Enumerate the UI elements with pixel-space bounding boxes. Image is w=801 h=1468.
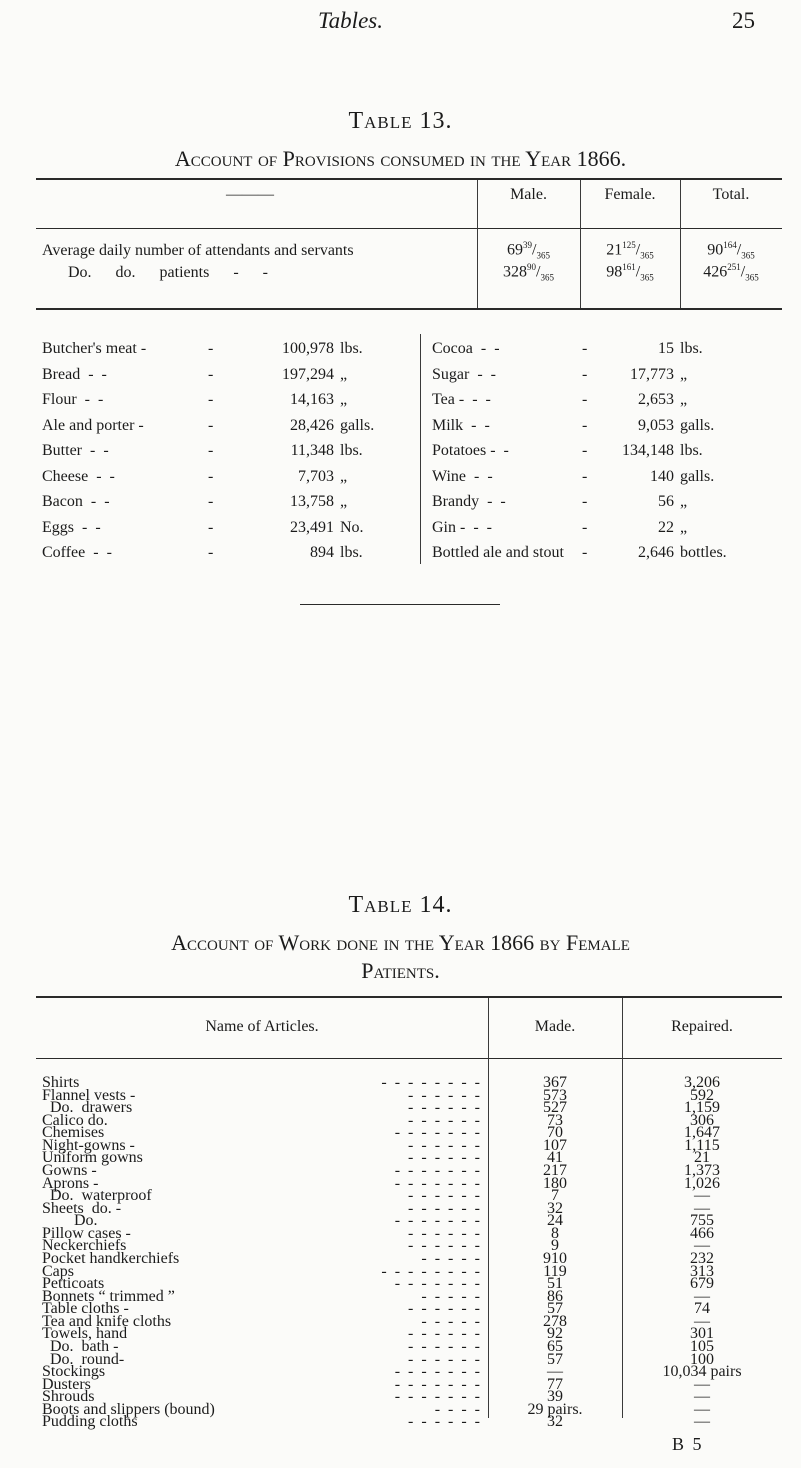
table14-subtitle: Account of Work done in the Year 1866 by Female	[171, 930, 630, 955]
provision-item: Wine - -	[432, 467, 493, 485]
work-repaired-value: —	[694, 1400, 710, 1418]
provision-quantity: 23,491	[290, 518, 334, 536]
work-article-name: Uniform gowns	[42, 1149, 143, 1167]
work-repaired-value: —	[694, 1375, 710, 1393]
provision-quantity: 56	[658, 493, 674, 510]
provision-leader-dash: -	[208, 416, 214, 434]
work-made-value: 86	[547, 1287, 563, 1305]
attendance-male: $69^{39}/_{365}$	[507, 240, 550, 261]
work-made-value: 9	[551, 1237, 559, 1255]
provision-item: Bottled ale and stout	[432, 544, 564, 561]
work-article-name: Pocket handkerchiefs	[42, 1250, 180, 1267]
provision-unit: „	[340, 365, 348, 383]
provision-item: Butcher's meat -	[42, 340, 147, 357]
provision-leader-dash: -	[208, 391, 214, 408]
work-made-value: 32	[547, 1199, 563, 1217]
provision-leader-dash: -	[208, 340, 214, 357]
patients-total: $426^{251}/_{365}$	[703, 262, 759, 283]
work-repaired-value: 592	[690, 1086, 714, 1104]
work-repaired-value: 10,034 pairs	[662, 1363, 742, 1381]
provision-quantity: 13,758	[290, 493, 334, 510]
work-made-value: 57	[547, 1350, 563, 1368]
work-made-value: 51	[547, 1275, 563, 1293]
work-made-value: 77	[547, 1375, 563, 1393]
provision-quantity: 28,426	[290, 416, 334, 434]
work-repaired-value: 755	[690, 1212, 714, 1230]
attendance-female: $21^{125}/_{365}$	[606, 240, 654, 261]
work-article-name: Do. round-	[42, 1350, 125, 1368]
work-article-name: Night-gowns -	[42, 1136, 135, 1154]
provision-leader-dash: -	[582, 365, 588, 383]
work-leader-dashes: - - - - - - - -	[381, 1262, 480, 1280]
work-article-name: Sheets do. -	[42, 1199, 122, 1217]
provision-item: Butter - -	[42, 442, 109, 459]
work-article-name: Aprons -	[42, 1174, 99, 1192]
provision-quantity: 100,978	[282, 340, 334, 357]
work-leader-dashes: - - - - - -	[408, 1149, 480, 1167]
provision-leader-dash: -	[208, 442, 214, 459]
provision-unit: lbs.	[680, 442, 703, 459]
work-leader-dashes: - - - - - - -	[394, 1212, 480, 1230]
work-made-value: 107	[543, 1136, 567, 1154]
work-made-value: —	[547, 1363, 563, 1381]
work-leader-dashes: - - - - - - -	[394, 1275, 480, 1293]
provision-unit: lbs.	[680, 340, 703, 357]
work-leader-dashes: - - - - - -	[408, 1187, 480, 1205]
work-made-value: 7	[551, 1187, 559, 1205]
table13-top-rule	[36, 178, 782, 180]
work-article-name: Shirts	[42, 1074, 80, 1091]
work-repaired-value: 232	[690, 1250, 714, 1267]
provision-leader-dash: -	[582, 442, 588, 459]
work-leader-dashes: - - - - -	[421, 1250, 480, 1267]
provision-item: Bread - -	[42, 365, 107, 383]
work-leader-dashes: - - - - - -	[408, 1099, 480, 1117]
provision-quantity: 11,348	[290, 442, 334, 459]
provision-unit: „	[340, 493, 348, 510]
provision-quantity: 894	[310, 544, 334, 561]
provision-leader-dash: -	[582, 544, 588, 561]
work-article-name: Do. drawers	[42, 1099, 133, 1117]
work-article-name: Flannel vests -	[42, 1086, 136, 1104]
provision-item: Bacon - -	[42, 493, 110, 510]
table13-subtitle: Account of Provisions consumed in the Year 1866.	[174, 146, 627, 171]
work-article-name: Caps	[42, 1262, 74, 1280]
provision-leader-dash: -	[582, 467, 588, 485]
provision-leader-dash: -	[582, 340, 588, 357]
work-repaired-value: —	[694, 1237, 710, 1255]
work-repaired-value: —	[694, 1187, 710, 1205]
provision-unit: „	[340, 391, 348, 408]
provision-unit: „	[680, 391, 688, 408]
page-number: 25	[732, 8, 755, 33]
provision-quantity: 2,653	[638, 391, 674, 408]
provision-leader-dash: -	[208, 493, 214, 510]
work-article-name: Towels, hand	[42, 1325, 128, 1343]
attendance-total: $90^{164}/_{365}$	[707, 240, 755, 261]
table14-head-name: Name of Articles.	[205, 1018, 319, 1035]
work-leader-dashes: - - - - - -	[408, 1224, 480, 1242]
provision-quantity: 7,703	[298, 467, 334, 485]
work-leader-dashes: - - - - - -	[408, 1111, 480, 1129]
table14-head-made: Made.	[534, 1018, 576, 1035]
work-article-name: Dusters	[42, 1375, 91, 1393]
provision-leader-dash: -	[208, 544, 214, 561]
work-made-value: 29 pairs.	[527, 1400, 583, 1418]
work-article-name: Calico do.	[42, 1111, 108, 1129]
provision-item: Cheese - -	[42, 467, 115, 485]
work-leader-dashes: - - - - - - -	[394, 1162, 480, 1179]
provision-unit: galls.	[340, 416, 375, 434]
work-leader-dashes: - - - - - -	[408, 1300, 480, 1318]
provision-quantity: 22	[658, 518, 674, 536]
work-repaired-value: 1,159	[684, 1099, 720, 1117]
table14-top-rule	[36, 996, 782, 998]
work-repaired-value: 679	[690, 1275, 714, 1293]
work-repaired-value: 313	[690, 1262, 714, 1280]
work-made-value: 70	[547, 1124, 563, 1142]
work-made-value: 119	[543, 1262, 567, 1280]
provision-quantity: 134,148	[622, 442, 674, 459]
provision-item: Flour - -	[42, 391, 104, 408]
provision-unit: bottles.	[680, 544, 727, 561]
work-repaired-value: 466	[690, 1224, 714, 1242]
table13-title: Table 13.	[348, 108, 453, 134]
work-article-name: Gowns -	[42, 1162, 97, 1179]
work-article-name: Pillow cases -	[42, 1224, 131, 1242]
work-article-name: Table cloths -	[42, 1300, 129, 1318]
provision-item: Cocoa - -	[432, 340, 500, 357]
provision-quantity: 2,646	[638, 544, 674, 561]
provision-leader-dash: -	[208, 467, 214, 485]
work-made-value: 92	[547, 1325, 563, 1343]
work-leader-dashes: - - - - - - -	[394, 1363, 480, 1381]
work-leader-dashes: - - - -	[434, 1400, 480, 1418]
work-made-value: 65	[547, 1338, 563, 1355]
work-article-name: Boots and slippers (bound)	[42, 1400, 215, 1418]
work-leader-dashes: - - - - - -	[408, 1237, 480, 1255]
provision-unit: galls.	[680, 416, 715, 434]
work-made-value: 367	[543, 1074, 567, 1091]
work-repaired-value: 301	[690, 1325, 714, 1343]
work-article-name: Pudding cloths	[42, 1413, 138, 1431]
work-made-value: 573	[543, 1086, 567, 1104]
work-article-name: Do. bath -	[42, 1338, 119, 1355]
work-made-value: 57	[547, 1300, 563, 1318]
work-made-value: 39	[547, 1388, 563, 1406]
work-repaired-value: —	[694, 1312, 710, 1330]
work-article-name: Petticoats	[42, 1275, 105, 1293]
provision-item: Eggs - -	[42, 518, 101, 536]
work-repaired-value: 21	[694, 1149, 710, 1167]
work-made-value: 32	[547, 1413, 563, 1431]
work-made-value: 527	[543, 1099, 567, 1117]
printer-signature: B 5	[672, 1434, 704, 1454]
work-repaired-value: —	[694, 1199, 710, 1217]
work-article-name: Bonnets “ trimmed ”	[42, 1287, 175, 1305]
work-made-value: 41	[547, 1149, 563, 1167]
provision-item: Tea - - -	[432, 391, 491, 408]
work-leader-dashes: - - - - - -	[408, 1325, 480, 1343]
table13-head-blank: ———	[226, 186, 274, 203]
work-article-name: Chemises	[42, 1124, 105, 1142]
provision-quantity: 15	[658, 340, 674, 357]
work-leader-dashes: - - - - - - - -	[381, 1074, 480, 1091]
table13-bottom-rule	[36, 308, 782, 310]
table13-head-rule	[36, 228, 782, 229]
work-repaired-value: 105	[690, 1338, 714, 1355]
provision-unit: galls.	[680, 467, 715, 485]
work-leader-dashes: - - - - - - -	[394, 1174, 480, 1192]
patients-row-label: Do. do. patients - -	[68, 264, 268, 281]
provision-leader-dash: -	[582, 391, 588, 408]
provision-unit: No.	[340, 518, 364, 536]
table14-subtitle-line2: Patients.	[361, 958, 440, 983]
work-made-value: 217	[543, 1162, 567, 1179]
provision-item: Coffee - -	[42, 544, 112, 561]
work-article-name: Stockings	[42, 1363, 106, 1381]
table14-head-rule	[36, 1058, 782, 1059]
work-leader-dashes: - - - - -	[421, 1287, 480, 1305]
work-repaired-value: 1,373	[684, 1162, 720, 1179]
work-leader-dashes: - - - - - -	[408, 1413, 480, 1431]
provision-item: Gin - - -	[432, 518, 492, 536]
provision-leader-dash: -	[582, 518, 588, 536]
work-leader-dashes: - - - - - -	[408, 1136, 480, 1154]
work-article-name: Tea and knife cloths	[42, 1312, 172, 1330]
work-article-name: Do.	[42, 1212, 98, 1230]
work-article-name: Shrouds	[42, 1388, 95, 1406]
attendance-row-label: Average daily number of attendants and servants	[42, 242, 354, 259]
provision-quantity: 197,294	[282, 365, 334, 383]
provision-quantity: 9,053	[638, 416, 674, 434]
provision-quantity: 140	[650, 467, 674, 485]
work-made-value: 910	[543, 1250, 567, 1267]
work-repaired-value: —	[694, 1287, 710, 1305]
provision-unit: „	[680, 365, 688, 383]
work-repaired-value: —	[694, 1388, 710, 1406]
work-repaired-value: 3,206	[684, 1074, 720, 1091]
work-leader-dashes: - - - - - - -	[394, 1124, 480, 1142]
table14-head-repaired: Repaired.	[671, 1018, 733, 1035]
work-leader-dashes: - - - - - - -	[394, 1388, 480, 1406]
work-leader-dashes: - - - - - - -	[394, 1375, 480, 1393]
work-leader-dashes: - - - - - -	[408, 1086, 480, 1104]
table14-title: Table 14.	[348, 892, 453, 918]
provision-unit: lbs.	[340, 340, 363, 357]
table13-head-total: Total.	[712, 186, 750, 203]
work-repaired-value: 100	[690, 1350, 714, 1368]
provision-item: Brandy - -	[432, 493, 506, 510]
work-repaired-value: 1,026	[684, 1174, 720, 1192]
patients-female: $98^{161}/_{365}$	[606, 262, 654, 283]
provision-unit: lbs.	[340, 544, 363, 561]
work-made-value: 180	[543, 1174, 567, 1192]
work-repaired-value: —	[694, 1413, 710, 1431]
work-made-value: 8	[551, 1224, 559, 1242]
work-made-value: 278	[543, 1312, 567, 1330]
table13-head-male: Male.	[510, 186, 547, 203]
work-repaired-value: 1,115	[684, 1136, 720, 1154]
work-article-name: Neckerchiefs	[42, 1237, 127, 1255]
provision-leader-dash: -	[208, 518, 214, 536]
work-repaired-value: 74	[694, 1300, 710, 1318]
provision-item: Sugar - -	[432, 365, 496, 383]
provision-leader-dash: -	[582, 416, 588, 434]
section-divider-rule	[300, 604, 500, 605]
work-made-value: 73	[547, 1111, 563, 1129]
patients-male: $328^{90}/_{365}$	[503, 262, 554, 283]
provision-item: Ale and porter -	[42, 416, 144, 434]
provision-item: Milk - -	[432, 416, 490, 434]
work-leader-dashes: - - - - -	[421, 1312, 480, 1330]
provision-unit: lbs.	[340, 442, 363, 459]
work-leader-dashes: - - - - - -	[408, 1338, 480, 1355]
work-leader-dashes: - - - - - -	[408, 1199, 480, 1217]
provision-quantity: 17,773	[630, 365, 674, 383]
provision-quantity: 14,163	[290, 391, 334, 408]
work-repaired-value: 306	[690, 1111, 714, 1129]
work-leader-dashes: - - - - - -	[408, 1350, 480, 1368]
table13-head-female: Female.	[604, 186, 656, 203]
provisions-divider	[420, 334, 421, 564]
provision-unit: „	[680, 518, 688, 536]
provision-leader-dash: -	[208, 365, 214, 383]
provision-item: Potatoes - -	[432, 442, 509, 459]
work-article-name: Do. waterproof	[42, 1187, 152, 1205]
work-repaired-value: 1,647	[684, 1124, 720, 1142]
provision-unit: „	[680, 493, 688, 510]
provision-leader-dash: -	[582, 493, 588, 510]
running-header: Tables.	[318, 8, 383, 33]
work-made-value: 24	[547, 1212, 563, 1230]
provision-unit: „	[340, 467, 348, 485]
